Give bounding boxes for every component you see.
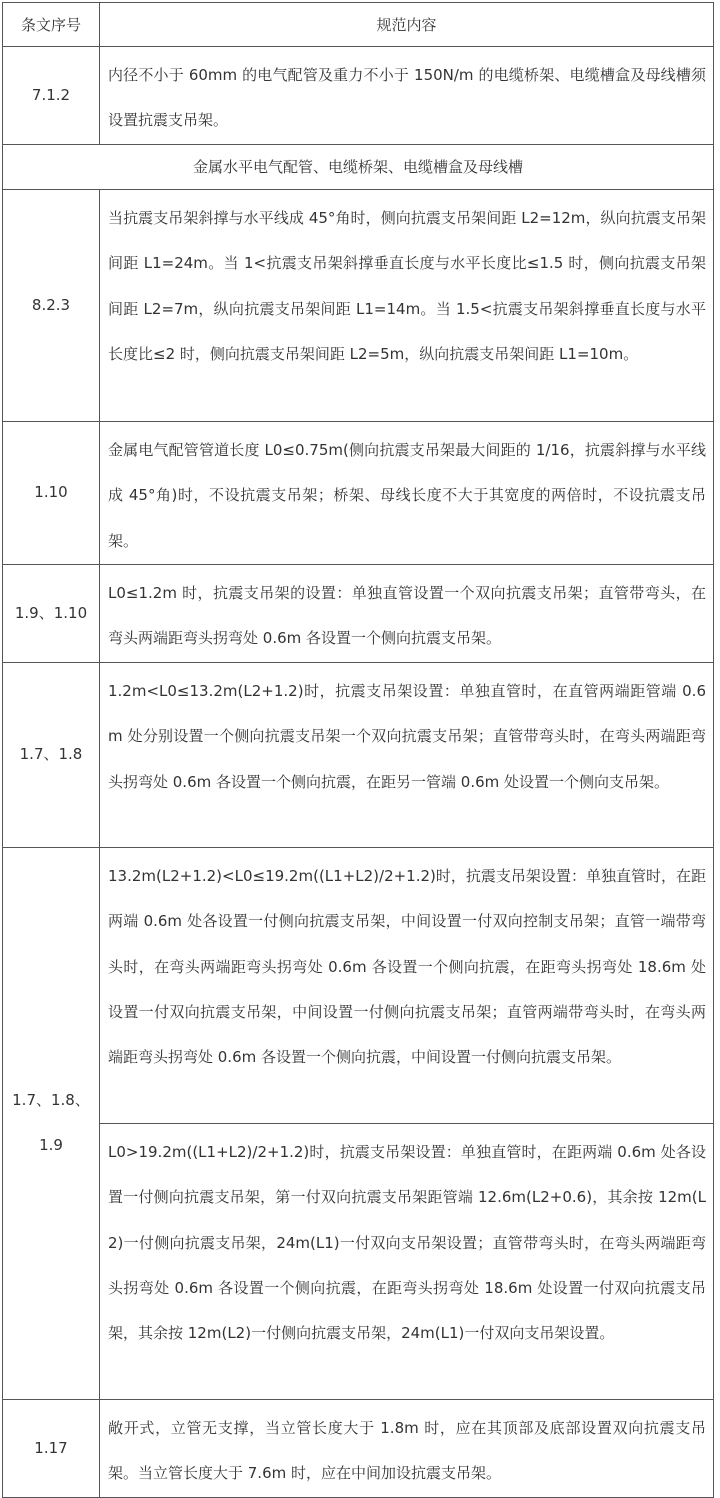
clause-number: 1.7、1.8、1.9	[3, 847, 100, 1399]
clause-text: 敞开式，立管无支撑，当立管长度大于 1.8m 时，应在其顶部及底部设置双向抗震支吊架。当立管长度大于 7.6m 时，应在中间加设抗震支吊架。	[100, 1399, 714, 1497]
table-row	[3, 189, 714, 421]
clause-number: 8.2.3	[3, 189, 100, 421]
clause-number: 7.1.2	[3, 47, 100, 145]
table-row	[3, 565, 714, 663]
table-row	[3, 662, 714, 847]
table-row	[3, 1123, 714, 1399]
spec-table	[2, 2, 714, 1498]
table-row	[3, 47, 714, 145]
clause-text: 当抗震支吊架斜撑与水平线成 45°角时，侧向抗震支吊架间距 L2=12m，纵向抗震支吊架间距 L1=24m。当 1<抗震支吊架斜撑垂直长度与水平长度比≤1.5 时，侧向抗震支吊架间距 L2=7m，纵向抗震支吊架间距 L1=14m。当 1.5<抗震支吊架斜撑垂直长度与水平长度比≤2 时，侧向抗震支吊架间距 L2=5m，纵向抗震支吊架间距 L1=10m。	[100, 189, 714, 421]
clause-text: 1.2m<L0≤13.2m(L2+1.2)时，抗震支吊架设置：单独直管时，在直管两端距管端 0.6m 处分别设置一个侧向抗震支吊架一个双向抗震支吊架；直管带弯头时，在弯头两端距弯头拐弯处 0.6m 各设置一个侧向抗震，在距另一管端 0.6m 处设置一个侧向支吊架。	[100, 662, 714, 847]
clause-text: 13.2m(L2+1.2)<L0≤19.2m((L1+L2)/2+1.2)时，抗震支吊架设置：单独直管时，在距两端 0.6m 处各设置一付侧向抗震支吊架，中间设置一付双向控制支吊架；直管一端带弯头时，在弯头两端距弯头拐弯处 0.6m 各设置一个侧向抗震，在距弯头拐弯处 18.6m 处设置一付双向抗震支吊架，中间设置一付侧向抗震支吊架；直管两端带弯头时，在弯头两端距弯头拐弯处 0.6m 各设置一个侧向抗震，中间设置一付侧向抗震支吊架。	[100, 847, 714, 1123]
table-row	[3, 1399, 714, 1497]
table-header-row	[3, 3, 714, 47]
clause-text: L0≤1.2m 时，抗震支吊架的设置：单独直管设置一个双向抗震支吊架；直管带弯头，在弯头两端距弯头拐弯处 0.6m 各设置一个侧向抗震支吊架。	[100, 565, 714, 663]
header-content: 规范内容	[100, 3, 714, 47]
clause-number: 1.7、1.8	[3, 662, 100, 847]
clause-number: 1.17	[3, 1399, 100, 1497]
table-row	[3, 847, 714, 1123]
header-clause-no: 条文序号	[3, 3, 100, 47]
clause-number: 1.10	[3, 421, 100, 564]
clause-number: 1.9、1.10	[3, 565, 100, 663]
section-row	[3, 144, 714, 189]
section-title: 金属水平电气配管、电缆桥架、电缆槽盒及母线槽	[3, 144, 714, 189]
table-row	[3, 421, 714, 564]
clause-text: 金属电气配管管道长度 L0≤0.75m(侧向抗震支吊架最大间距的 1/16，抗震斜撑与水平线成 45°角)时，不设抗震支吊架；桥架、母线长度不大于其宽度的两倍时，不设抗震支吊架。	[100, 421, 714, 564]
clause-text: 内径不小于 60mm 的电气配管及重力不小于 150N/m 的电缆桥架、电缆槽盒及母线槽须设置抗震支吊架。	[100, 47, 714, 145]
clause-text: L0>19.2m((L1+L2)/2+1.2)时，抗震支吊架设置：单独直管时，在距两端 0.6m 处各设置一付侧向抗震支吊架，第一付双向抗震支吊架距管端 12.6m(L2+0.6)，其余按 12m(L2)一付侧向抗震支吊架，24m(L1)一付双向支吊架设置；直管带弯头时，在弯头两端距弯头拐弯处 0.6m 各设置一个侧向抗震，在距弯头拐弯处 18.6m 处设置一付双向抗震支吊架，其余按 12m(L2)一付侧向抗震支吊架，24m(L1)一付双向支吊架设置。	[100, 1123, 714, 1399]
